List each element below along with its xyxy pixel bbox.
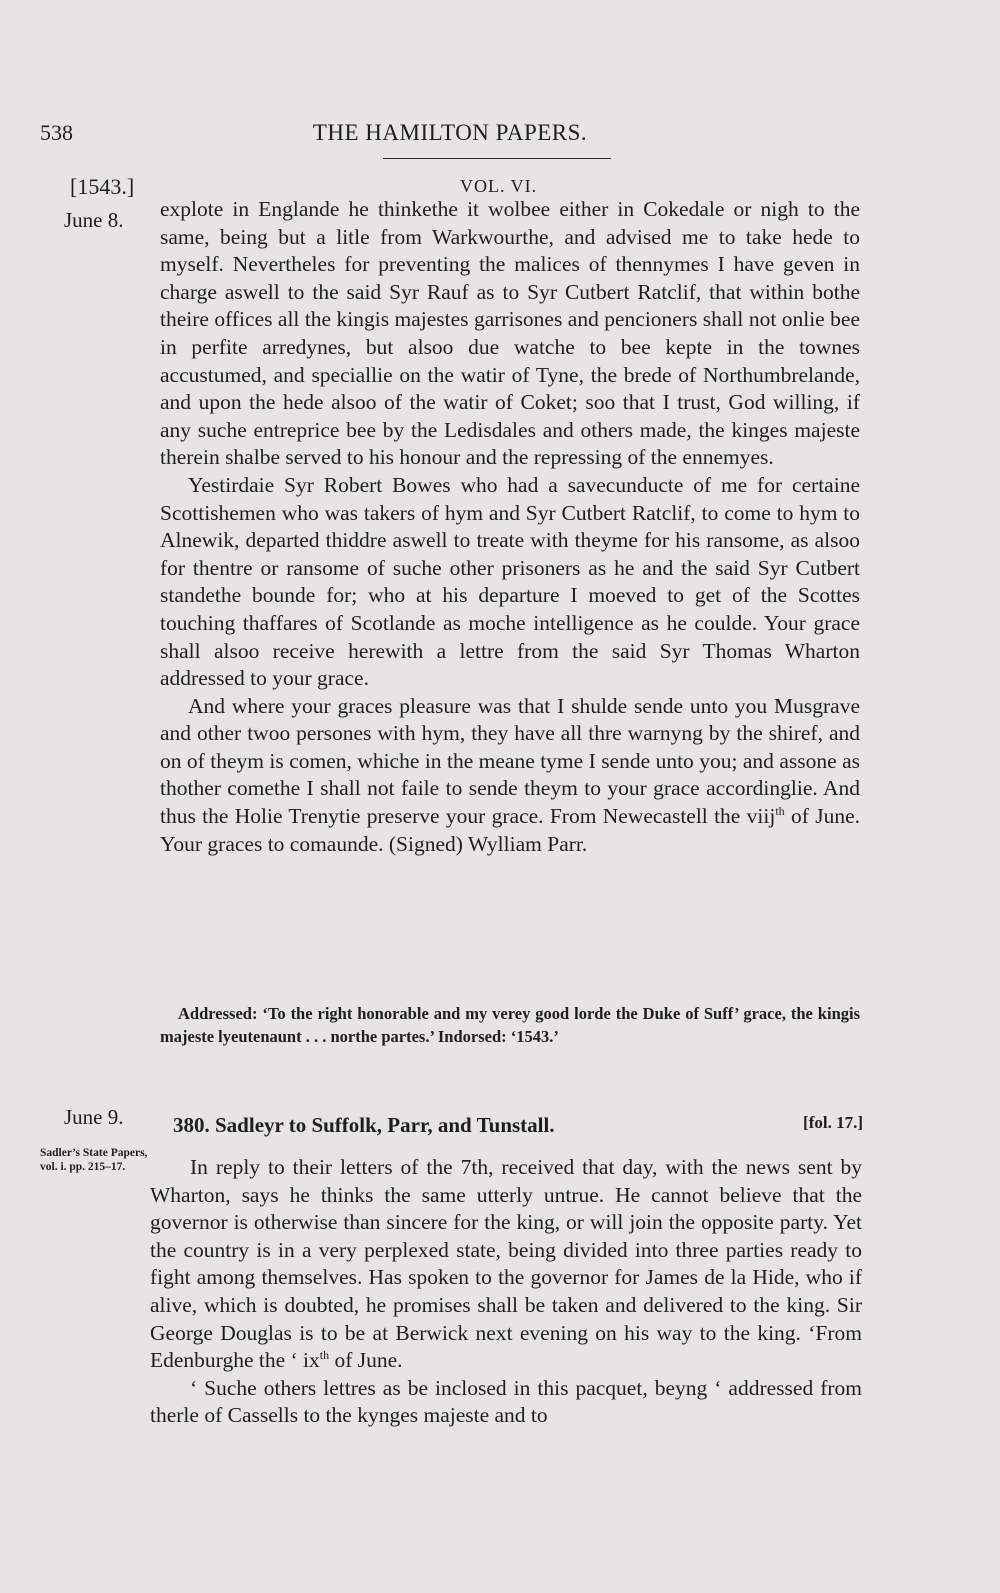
marginal-source-reference: Sadler’s State Papers, vol. i. pp. 215–17. (40, 1147, 148, 1173)
paragraph: Yestirdaie Syr Robert Bowes who had a savecunducte of me for certaine Scottishemen who was takers of hym and Syr Cutbert Ratclif, to come to hym to Alnewik, departed thiddre aswell to treate with theyme for his ransome, as alsoo for thentre or ransome of suche other prisoners as he and the said Syr Cutbert standethe bounde for; who at his departure I moeved to get of the Scottes touching thaffares of Scotlande as moche intelligence as he coulde. Your grace shall alsoo receive herewith a lettre from the said Syr Thomas Wharton addressed to your grace. (160, 472, 860, 691)
page-number: 538 (40, 120, 73, 145)
closing-day: viij (746, 804, 776, 829)
closing-superscript: th (775, 803, 785, 818)
page-header (40, 120, 860, 154)
paragraph-text: And where your graces pleasure was that I shulde sende unto you Musgrave and other twoo persones with hym, they have all thre warnyng by the shiref, and on of theym is comen, whiche in the meane tyme I sende unto you; and assone as thother comethe I shall not faile to sende theym to your grace accordinglie. And thus the Holie Trenytie preserve your grace. From Newecastell the (160, 693, 860, 829)
paragraph: ‘ Suche others lettres as be inclosed in this pacquet, beyng ‘ addressed from therle of Cassells to the kynges majeste and to (150, 1375, 862, 1428)
letter-body-parr (160, 196, 860, 858)
volume-label: VOL. VI. (460, 176, 538, 196)
letter-body-sadleyr (150, 1154, 862, 1430)
paragraph (160, 693, 860, 859)
paragraph (150, 1154, 862, 1375)
header-rule (383, 158, 611, 159)
paragraph: explote in Englande he thinkethe it wolbee either in Cokedale or nigh to the same, being but a litle from Warkwourthe, and advised me to take hede to myself. Nevertheles for preventing the malices of thennymes I have geven in charge aswell to the said Syr Rauf as to Syr Cutbert Ratclif, that within bothe theire offices all the kingis majestes garrisones and pencioners shall not onlie bee in perfite arredynes, but alsoo due watche to bee kepte in the townes accustumed, and speciallie on the watir of Tyne, the brede of Northumbrelande, and upon the hede alsoo of the watir of Coket; soo that I trust, God willing, if any suche entreprice bee by the Ledisdales and others made, the kinges majeste therein shalbe served to his honour and the repressing of the ennemyes. (160, 197, 860, 470)
entry-date-june-8: June 8. (64, 208, 124, 232)
closing-signature: of June. Your graces to comaunde. (Signed) Wylliam Parr. (160, 804, 860, 856)
entry-date-june-9: June 9. (64, 1105, 124, 1129)
letter-title: 380. Sadleyr to Suffolk, Parr, and Tunstall. (173, 1113, 555, 1137)
letter-heading (173, 1113, 863, 1138)
address-note: Addressed: ‘To the right honorable and my verey good lorde the Duke of Suff’ grace, the kingis majeste lyeutenaunt . . . northe partes.’ Indorsed: ‘1543.’ (160, 1004, 860, 1046)
paragraph-end: of June. (329, 1348, 403, 1373)
year-bracket: [1543.] (70, 174, 135, 199)
folio-reference: [fol. 17.] (803, 1113, 863, 1132)
date-superscript: th (319, 1348, 330, 1362)
paragraph-text: In reply to their letters of the 7th, received that day, with the news sent by Wharton, says he thinks the same utterly untrue. He cannot believe that the governor is otherwise than sincere for the king, or will join the opposite party. Yet the country is in a very perplexed state, being divided into three parties ready to fight among themselves. Has spoken to the governor for James de la Hide, who if alive, which is doubted, he promises shall be taken and delivered to the king. Sir George Douglas is to be at Berwick next evening on his way to the king. ‘From Edenburghe the ‘ ix (150, 1155, 862, 1373)
running-title: THE HAMILTON PAPERS. (312, 120, 588, 145)
